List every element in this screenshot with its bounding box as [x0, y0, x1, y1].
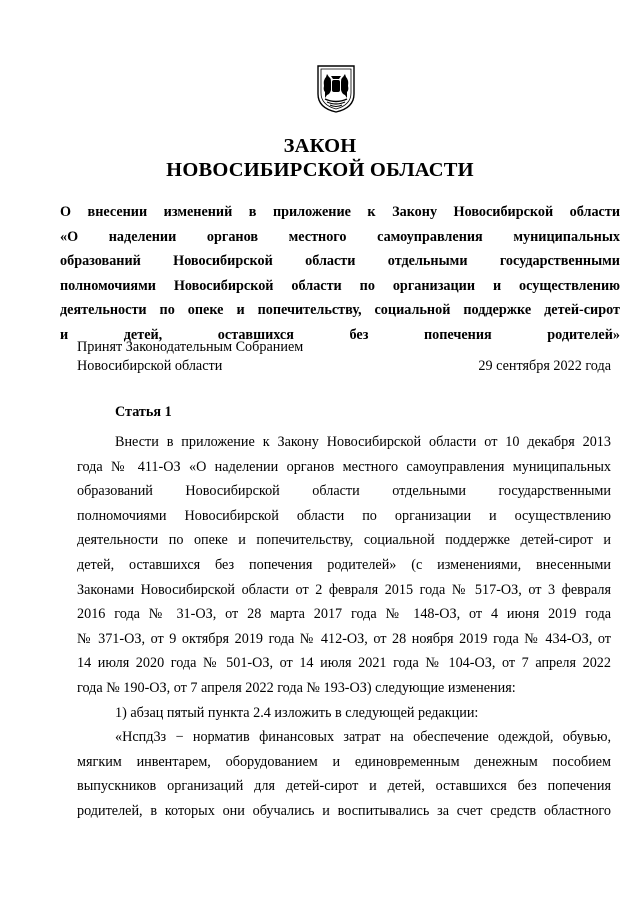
body-line: года № 411-ОЗ «О наделении органов местного самоуправления муниципальных [77, 458, 611, 475]
coat-of-arms-icon [316, 64, 356, 114]
body-line: 14 июля 2020 года № 501-ОЗ, от 14 июля 2021 года № 104-ОЗ, от 7 апреля 2022 [77, 655, 611, 672]
law-title-line1: ЗАКОН [283, 135, 357, 157]
amendment-item-1: 1) абзац пятый пункта 2.4 изложить в следующей редакции: [115, 704, 479, 721]
adoption-block [77, 338, 611, 376]
adoption-date: 29 сентября 2022 года [478, 358, 611, 374]
body-line: детей, оставшихся без попечения родителей» (с изменениями, внесенными [77, 556, 611, 573]
body-line: года № 190-ОЗ, от 7 апреля 2022 года № 193-ОЗ) следующие изменения: [77, 679, 516, 696]
subtitle-line: и детей, оставшихся без попечения родителей» [60, 326, 620, 343]
body-line: Законами Новосибирской области от 2 февраля 2015 года № 517-ОЗ, от 3 февраля [77, 581, 611, 598]
body-line: образований Новосибирской области отдельными государственными [77, 483, 611, 500]
body-line: деятельности по опеке и попечительству, социальной поддержке детей-сирот и [77, 532, 611, 549]
adoption-line2 [77, 357, 611, 376]
body-line: 2016 года № 31-ОЗ, от 28 марта 2017 года № 148-ОЗ, от 4 июня 2019 года [77, 606, 611, 623]
law-title-line2: НОВОСИБИРСКОЙ ОБЛАСТИ [166, 159, 474, 181]
article-body [77, 430, 611, 824]
law-subtitle [60, 200, 620, 348]
body-line: полномочиями Новосибирской области по организации и осуществлению [77, 507, 611, 524]
subtitle-line: О внесении изменений в приложение к Закону Новосибирской области [60, 204, 620, 220]
body-line: мягким инвентарем, оборудованием и единовременным денежным пособием [77, 753, 611, 770]
subtitle-line: «О наделении органов местного самоуправления муниципальных [60, 228, 620, 245]
subtitle-line: образований Новосибирской области отдельными государственными [60, 253, 620, 270]
subtitle-line: полномочиями Новосибирской области по организации и осуществлению [60, 277, 620, 294]
body-line: № 371-ОЗ, от 9 октября 2019 года № 412-ОЗ, от 28 ноября 2019 года № 434-ОЗ, от [77, 630, 611, 647]
body-line: родителей, в которых они обучались и воспитывались за счет средств областного [77, 802, 611, 819]
adoption-body: Новосибирской области [77, 358, 223, 374]
article-heading: Статья 1 [115, 404, 172, 420]
body-line: Внести в приложение к Закону Новосибирской области от 10 декабря 2013 [115, 434, 611, 450]
adoption-line1: Принят Законодательным Собранием [77, 339, 304, 355]
subtitle-line: деятельности по опеке и попечительству, социальной поддержке детей-сирот [60, 302, 620, 319]
body-line: выпускников организаций для детей-сирот и детей, оставшихся без попечения [77, 778, 611, 795]
body-line: «Нспд3з − норматив финансовых затрат на обеспечение одеждой, обувью, [115, 729, 611, 746]
